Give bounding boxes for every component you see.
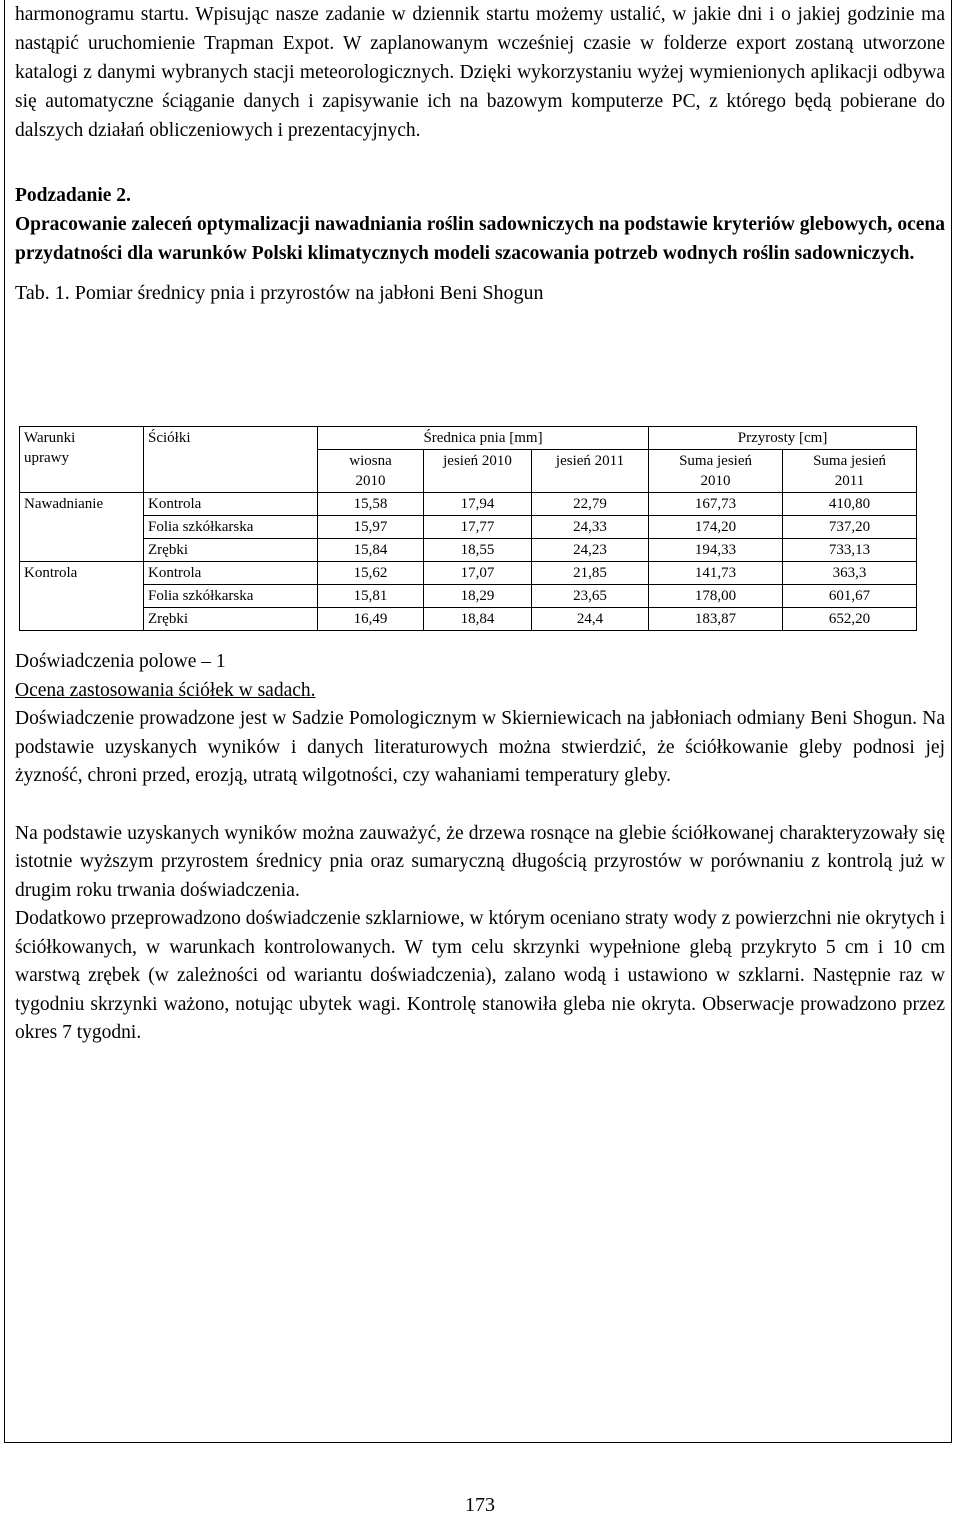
cell-condition xyxy=(20,539,144,562)
cell-condition xyxy=(20,608,144,631)
header-spring-line2: 2010 xyxy=(355,473,386,489)
cell-condition: Nawadnianie xyxy=(20,493,144,516)
header-conditions-line1: Warunki xyxy=(24,430,76,446)
cell-sum-2010: 183,87 xyxy=(649,608,783,631)
cell-mulch: Folia szkółkarska xyxy=(144,516,318,539)
cell-spring-2010: 15,81 xyxy=(318,585,424,608)
cell-sum-2011: 601,67 xyxy=(783,585,917,608)
intro-paragraph: harmonogramu startu. Wpisując nasze zadanie w dziennik startu możemy ustalić, w jakie dni i o jakiej godzinie ma nastąpić uruchomienie Trapman Expot. W zaplanowanym wcześniej czasie w folderze export zostaną utworzone katalogi z danymi wybranych stacji meteorologicznych. Dzięki wykorzystaniu wyżej wymienionych aplikacji odbywa się automatyczne ściąganie danych i zapisywanie ich na bazowym komputerze PC, z którego będą pobierane do dalszych działań obliczeniowych i prezentacyjnych. xyxy=(15,4,945,141)
table-caption: Tab. 1. Pomiar średnicy pnia i przyrostów na jabłoni Beni Shogun xyxy=(15,282,544,304)
header-spring-line1: wiosna xyxy=(349,453,392,469)
cell-sum-2010: 167,73 xyxy=(649,493,783,516)
subtask-heading: Podzadanie 2. xyxy=(15,185,131,206)
experiment-section xyxy=(15,648,945,1048)
header-sum-2011 xyxy=(783,450,917,493)
cell-sum-2011: 733,13 xyxy=(783,539,917,562)
header-spring-2010 xyxy=(318,450,424,493)
cell-spring-2010: 15,84 xyxy=(318,539,424,562)
cell-sum-2011: 410,80 xyxy=(783,493,917,516)
cell-autumn-2011: 24,4 xyxy=(532,608,649,631)
experiment-paragraph-2: Na podstawie uzyskanych wyników można zauważyć, że drzewa rosnące na glebie ściółkowanej charakteryzowały się istotnie wyższym przyrostem średnicy pnia oraz sumaryczną długością przyrostów w porównaniu z kontrolą już w drugim roku trwania doświadczenia. xyxy=(15,822,945,901)
cell-sum-2010: 194,33 xyxy=(649,539,783,562)
cell-spring-2010: 15,97 xyxy=(318,516,424,539)
table-row xyxy=(20,585,917,608)
cell-mulch: Kontrola xyxy=(144,562,318,585)
cell-spring-2010: 15,62 xyxy=(318,562,424,585)
document-body xyxy=(15,0,945,308)
cell-autumn-2011: 23,65 xyxy=(532,585,649,608)
experiment-paragraph-1: Doświadczenie prowadzone jest w Sadzie Pomologicznym w Skierniewicach na jabłoniach odmiany Beni Shogun. Na podstawie uzyskanych wyników i danych literaturowych można stwierdzić, że ściółkowanie gleby podnosi jej żyzność, chroni przed, erozją, utratą wilgotności, czy wahaniami temperatury gleby. xyxy=(15,708,945,786)
experiment-paragraph-3: Dodatkowo przeprowadzono doświadczenie szklarniowe, w którym oceniano straty wody z powierzchni nie okrytych i ściółkowanych, w warunkach kontrolowanych. W tym celu skrzynki wypełnione glebą przykryto 5 cm i 10 cm warstwą zrębek (w zależności od wariantu doświadczenia), zalano wodą i ustawiono w szklarni. Następnie raz w tygodniu skrzynki ważono, notując ubytek wagi. Kontrolę stanowiła gleba nie okryta. Obserwacje prowadzono przez okres 7 tygodni. xyxy=(15,908,945,1043)
cell-autumn-2010: 18,29 xyxy=(424,585,532,608)
cell-spring-2010: 15,58 xyxy=(318,493,424,516)
header-autumn-2011: jesień 2011 xyxy=(532,450,649,493)
table-row xyxy=(20,562,917,585)
table-row xyxy=(20,539,917,562)
cell-condition xyxy=(20,585,144,608)
cell-mulch: Zrębki xyxy=(144,608,318,631)
cell-sum-2011: 737,20 xyxy=(783,516,917,539)
header-sum-2010-line2: 2010 xyxy=(700,473,731,489)
header-diameter-group: Średnica pnia [mm] xyxy=(318,427,649,450)
header-autumn-2010: jesień 2010 xyxy=(424,450,532,493)
cell-mulch: Zrębki xyxy=(144,539,318,562)
header-conditions xyxy=(20,427,144,493)
cell-autumn-2010: 18,84 xyxy=(424,608,532,631)
header-sum-2011-line2: 2011 xyxy=(834,473,865,489)
table-row xyxy=(20,608,917,631)
header-sum-2010 xyxy=(649,450,783,493)
header-sum-2010-line1: Suma jesień xyxy=(679,453,752,469)
cell-sum-2011: 363,3 xyxy=(783,562,917,585)
experiment-subheading: Ocena zastosowania ściółek w sadach. xyxy=(15,679,316,701)
cell-sum-2010: 174,20 xyxy=(649,516,783,539)
header-conditions-line2: uprawy xyxy=(24,450,69,466)
cell-condition xyxy=(20,516,144,539)
cell-spring-2010: 16,49 xyxy=(318,608,424,631)
cell-mulch: Folia szkółkarska xyxy=(144,585,318,608)
table-row xyxy=(20,493,917,516)
cell-autumn-2010: 17,07 xyxy=(424,562,532,585)
header-mulch: Ściółki xyxy=(144,427,318,493)
cell-autumn-2010: 17,77 xyxy=(424,516,532,539)
page-number: 173 xyxy=(465,1494,495,1516)
subtask-title: Opracowanie zaleceń optymalizacji nawadniania roślin sadowniczych na podstawie kryteriów glebowych, ocena przydatności dla warunków Polski klimatycznych modeli szacowania potrzeb wodnych roślin sadowniczych. xyxy=(15,214,945,264)
measurement-table xyxy=(19,426,917,631)
cell-condition: Kontrola xyxy=(20,562,144,585)
header-growth-group: Przyrosty [cm] xyxy=(649,427,917,450)
cell-sum-2010: 141,73 xyxy=(649,562,783,585)
cell-mulch: Kontrola xyxy=(144,493,318,516)
cell-autumn-2010: 18,55 xyxy=(424,539,532,562)
experiment-heading: Doświadczenia polowe – 1 xyxy=(15,651,226,672)
cell-autumn-2011: 24,33 xyxy=(532,516,649,539)
table-header-row xyxy=(20,427,917,450)
cell-sum-2010: 178,00 xyxy=(649,585,783,608)
cell-autumn-2011: 22,79 xyxy=(532,493,649,516)
cell-autumn-2011: 21,85 xyxy=(532,562,649,585)
header-sum-2011-line1: Suma jesień xyxy=(813,453,886,469)
cell-autumn-2011: 24,23 xyxy=(532,539,649,562)
cell-autumn-2010: 17,94 xyxy=(424,493,532,516)
cell-sum-2011: 652,20 xyxy=(783,608,917,631)
table-row xyxy=(20,516,917,539)
